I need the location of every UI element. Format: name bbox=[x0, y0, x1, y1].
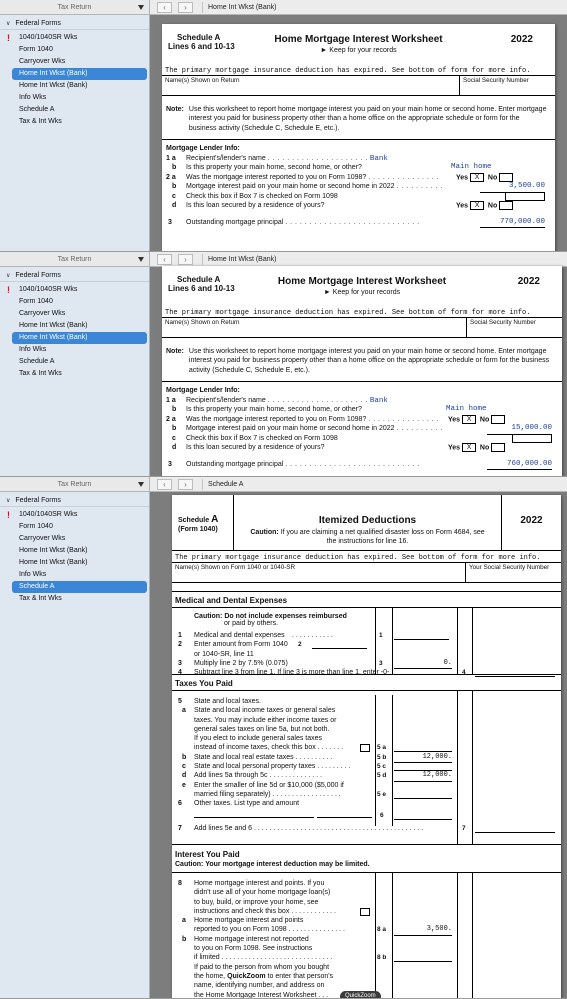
tab-title[interactable]: Home Int Wkst (Bank) bbox=[202, 2, 276, 13]
mortgage-interest-field[interactable]: 3,500.00 bbox=[480, 182, 545, 193]
principal-field[interactable]: 760,000.00 bbox=[487, 460, 552, 471]
box7-checkbox[interactable] bbox=[512, 434, 552, 443]
forward-button[interactable]: › bbox=[178, 2, 193, 13]
secured-no-checkbox[interactable] bbox=[491, 443, 505, 452]
sidebar-item-tax-int[interactable]: Tax & Int Wks bbox=[19, 595, 62, 602]
worksheet-page: Schedule A Lines 6 and 10-13 Home Mortgage Interest Worksheet ► Keep for your records 2022 The primary mortgage insurance deduction has expired. See bottom of form for more info. Name(s) Shown on Return Social Security Number Note: Use this worksheet to report home mortgage interest you paid on your main home or second home. Enter mortgage interest you paid for business property other than a home office on the appropriate schedule or form for the business activity (Schedule C, Schedule E, etc.). Mortgage Lender Info: 1 a Recipient's/lender's name . . . . . . . . . . . . . . . . . . . . . Bank b Is this property your main home, second home, or other? Main home 2 a Was the mortgage interest reported to you on Form 1098? . . . . . . . . . . . . . . . Yes X No b Mortgage interest paid on your main home or second home in 2022 . . . . . . . . . . 3,500.00 c Check this box if Box 7 is checked on Form 1098 d Is this loan secured by a residence of yours? Yes X No 3 Outstanding mortgage principal . . . . . . . . . . . . . . . . . . . . . . . . . . . . 770,000.00 bbox=[162, 24, 555, 252]
pane-3 bbox=[0, 477, 567, 999]
line8b-field[interactable] bbox=[394, 953, 452, 962]
schedule-a-page bbox=[172, 495, 561, 999]
sidebar-item-info-wks[interactable]: Info Wks bbox=[19, 571, 47, 578]
yes-checkbox[interactable]: X bbox=[470, 173, 484, 182]
group-federal-forms[interactable]: ∨ Federal Forms bbox=[0, 495, 149, 507]
keep-note: ► Keep for your records bbox=[323, 289, 401, 296]
sidebar bbox=[0, 252, 150, 476]
line5a-field[interactable] bbox=[394, 743, 452, 752]
lender-name-field[interactable]: Bank bbox=[369, 396, 388, 405]
mortgage-interest-field[interactable]: 15,000.00 bbox=[487, 424, 552, 435]
sales-tax-checkbox[interactable] bbox=[360, 744, 370, 752]
keep-note: ► Keep for your records bbox=[320, 47, 397, 54]
tab-title[interactable]: Schedule A bbox=[202, 479, 243, 490]
line6-field[interactable] bbox=[394, 809, 452, 820]
tab-bar bbox=[150, 477, 567, 492]
box7-checkbox[interactable] bbox=[505, 192, 545, 201]
expired-notice: The primary mortgage insurance deduction has expired. See bottom of form for more info. bbox=[162, 306, 562, 318]
sidebar-item-schedule-a[interactable]: Schedule A bbox=[19, 358, 55, 365]
tab-bar bbox=[150, 0, 567, 15]
pane-1 bbox=[0, 0, 567, 252]
error-icon: ! bbox=[7, 33, 10, 43]
dropdown-arrow-icon[interactable] bbox=[138, 257, 144, 262]
sidebar-item-1040-wks[interactable]: ! 1040/1040SR Wks bbox=[7, 510, 78, 520]
forward-button[interactable]: › bbox=[178, 479, 193, 490]
sidebar-item-form-1040[interactable]: Form 1040 bbox=[19, 298, 53, 305]
error-icon: ! bbox=[7, 510, 10, 520]
form-title: Itemized Deductions bbox=[318, 515, 417, 526]
sidebar-header[interactable] bbox=[0, 0, 149, 15]
pane-2 bbox=[0, 252, 567, 477]
sidebar-item-tax-int[interactable]: Tax & Int Wks bbox=[19, 118, 62, 125]
ssn-field[interactable]: Social Security Number bbox=[470, 319, 536, 326]
worksheet-page: Schedule A Lines 6 and 10-13 Home Mortgage Interest Worksheet ► Keep for your records 2022 The primary mortgage insurance deduction has expired. See bottom of form for more info. Name(s) Shown on Return Social Security Number Note: Use this worksheet to report home mortgage interest you paid on your main home or second home. Enter mortgage interest you paid for business property other than a home office on the appropriate schedule or form for the business activity (Schedule C, Schedule E, etc.). Mortgage Lender Info: 1 a Recipient's/lender's name . . . . . . . . . . . . . . . . . . . . . Bank b Is this property your main home, second home, or other? Main home 2 a Was the mortgage interest reported to you on Form 1098? . . . . . . . . . . . . . . . Yes X No b Mortgage interest paid on your main home or second home in 2022 . . . . . . . . . . 15,000.00 c Check this box if Box 7 is checked on Form 1098 d Is this loan secured by a residence of yours? Yes X No 3 Outstanding mortgage principal . . . . . . . . . . . . . . . . . . . . . . . . . . . . 760,000.00 bbox=[162, 266, 562, 477]
no-checkbox[interactable] bbox=[491, 415, 505, 424]
back-button[interactable]: ‹ bbox=[157, 479, 172, 490]
sidebar-item-schedule-a[interactable]: Schedule A bbox=[19, 106, 55, 113]
error-icon: ! bbox=[7, 285, 10, 295]
sidebar-item-info-wks[interactable]: Info Wks bbox=[19, 94, 47, 101]
group-label: Federal Forms bbox=[15, 20, 61, 27]
other-tax-type-field[interactable] bbox=[194, 809, 314, 818]
sidebar-item-home-int-2[interactable]: Home Int Wkst (Bank) bbox=[19, 559, 88, 566]
sidebar-item-form-1040[interactable]: Form 1040 bbox=[19, 523, 53, 530]
line7-field[interactable] bbox=[475, 824, 555, 833]
line5c-field[interactable] bbox=[394, 762, 452, 771]
principal-field[interactable]: 770,000.00 bbox=[480, 218, 545, 229]
sidebar-header[interactable]: Tax Return bbox=[0, 252, 149, 267]
home-type-field[interactable]: Main home bbox=[446, 405, 487, 414]
sidebar-item-home-int-2[interactable]: Home Int Wkst (Bank) bbox=[12, 332, 147, 344]
sidebar-item-home-int-1[interactable]: Home Int Wkst (Bank) bbox=[19, 547, 88, 554]
taxes-block: 5 State and local taxes. a State and local income taxes or general sales taxes. You may include either income taxes or general sales taxes on line 5a, but not both. If you elect to include general sales taxes instead of income taxes, check this box . . . . . . . 5 a b State and local real estate taxes . . . . . . . . . . 5 b 12,000. c State and local personal property taxes . . . . . . . . . 5 c d Add lines 5a through 5c . . . . . . . . . . . . . . 5 d 12,000. e Enter the smaller of line 5d or $10,000 ($5,000 if married filing separately) . . . . . . . . . . . . . . . . . . 5 e 6 Other taxes. List type and amount 6 7 Add lines 5e and 6 . . . . . . . . . . . . . . . . . . . . . . . . . . . . . . . . . . . . . . . . . . . . 7 bbox=[172, 691, 561, 844]
form-area bbox=[150, 477, 567, 998]
ssn-field[interactable]: Social Security Number bbox=[463, 77, 529, 84]
lender-name-field[interactable]: Bank bbox=[369, 154, 388, 163]
caution-text: Caution: If you are claiming a net qualified disaster loss on Form 4684, see the instructions for line 16. bbox=[250, 529, 485, 545]
line8a-field[interactable]: 3,500. bbox=[394, 925, 452, 935]
schedule-label: Schedule A Lines 6 and 10-13 bbox=[168, 33, 235, 51]
lender-heading: Mortgage Lender Info: bbox=[166, 386, 240, 394]
line3-field[interactable]: 0. bbox=[394, 659, 452, 669]
sidebar-header-label: Tax Return bbox=[57, 4, 92, 11]
chevron-down-icon[interactable]: ∨ bbox=[6, 273, 11, 279]
sidebar-item-home-int-1[interactable]: Home Int Wkst (Bank) bbox=[12, 68, 147, 80]
no-checkbox[interactable] bbox=[499, 173, 513, 182]
line4-field[interactable] bbox=[475, 668, 555, 677]
secured-no-checkbox[interactable] bbox=[499, 201, 513, 210]
quickzoom-button[interactable]: QuickZoom bbox=[340, 991, 381, 999]
name-field[interactable]: Name(s) Shown on Return bbox=[162, 318, 467, 337]
name-field[interactable]: Name(s) Shown on Form 1040 or 1040-SR bbox=[172, 563, 466, 582]
sidebar-item-home-int-1[interactable]: Home Int Wkst (Bank) bbox=[19, 322, 88, 329]
note: Note: Use this worksheet to report home mortgage interest you paid on your main home or second home. Enter mortgage interest you paid for business property other than a home office on the appropriate schedule or form for the business activity (Schedule C, Schedule E, etc.). bbox=[162, 338, 562, 382]
forward-button[interactable]: › bbox=[178, 254, 193, 265]
sidebar-item-carryover[interactable]: Carryover Wks bbox=[19, 310, 66, 317]
back-button[interactable]: ‹ bbox=[157, 2, 172, 13]
sidebar-item-schedule-a[interactable]: Schedule A bbox=[12, 581, 147, 593]
loan-use-checkbox[interactable] bbox=[360, 908, 370, 916]
schedule-label: Schedule A Lines 6 and 10-13 bbox=[168, 275, 235, 293]
group-federal-forms[interactable]: ∨ Federal Forms bbox=[0, 270, 149, 282]
line5d-field[interactable]: 12,000. bbox=[394, 771, 452, 781]
worksheet-title: Home Mortgage Interest Worksheet bbox=[277, 276, 447, 287]
other-tax-desc-field[interactable] bbox=[317, 809, 372, 818]
line2-field[interactable] bbox=[312, 640, 367, 649]
tax-year: 2022 bbox=[510, 34, 533, 45]
chevron-down-icon[interactable]: ∨ bbox=[6, 21, 11, 27]
form-area bbox=[150, 0, 567, 251]
sidebar-item-carryover[interactable]: Carryover Wks bbox=[19, 58, 66, 65]
sidebar bbox=[0, 0, 150, 251]
note: Note: Use this worksheet to report home mortgage interest you paid on your main home or second home. Enter mortgage interest you paid for business property other than a home office on the appropriate schedule or form for the business activity (Schedule C, Schedule E, etc.). bbox=[162, 96, 555, 140]
tax-year: 2022 bbox=[501, 495, 561, 551]
secured-yes-checkbox[interactable]: X bbox=[470, 201, 484, 210]
sidebar bbox=[0, 477, 150, 998]
section-taxes: Taxes You Paid bbox=[172, 674, 561, 691]
sidebar-item-home-int-2[interactable]: Home Int Wkst (Bank) bbox=[19, 82, 88, 89]
yes-checkbox[interactable]: X bbox=[462, 415, 476, 424]
tab-bar bbox=[150, 252, 567, 267]
line1-field[interactable] bbox=[394, 631, 449, 640]
section-medical: Medical and Dental Expenses bbox=[172, 591, 561, 608]
sidebar-item-info-wks[interactable]: Info Wks bbox=[19, 346, 47, 353]
form-area bbox=[150, 252, 567, 476]
ssn-field[interactable]: Your Social Security Number bbox=[469, 564, 550, 571]
expired-notice: The primary mortgage insurance deduction has expired. See bottom of form for more info. bbox=[162, 64, 555, 76]
chevron-down-icon[interactable]: ∨ bbox=[6, 498, 11, 504]
sidebar-item-carryover[interactable]: Carryover Wks bbox=[19, 535, 66, 542]
medical-block: Caution: Do not include expenses reimbursed or paid by others. 1 Medical and dental expenses . . . . . . . . . . . 1 2 Enter amount from Form 1040 2 or 1040-SR, line 11 3 Multiply line 2 by 7.5% (0.075) 3 0. 4 Subtract line 3 from line 1. If line 3 is more than line 1, enter -0- 4 bbox=[172, 608, 561, 674]
sidebar-item-1040-wks[interactable]: ! 1040/1040SR Wks bbox=[7, 285, 78, 295]
tax-year: 2022 bbox=[517, 276, 540, 287]
form-id: Schedule A (Form 1040) bbox=[172, 495, 234, 551]
section-interest: Interest You Paid Caution: Your mortgage interest deduction may be limited. bbox=[172, 844, 561, 872]
lender-heading: Mortgage Lender Info: bbox=[166, 144, 240, 152]
expired-notice: The primary mortgage insurance deduction has expired. See bottom of form for more info. bbox=[172, 551, 561, 563]
worksheet-title: Home Mortgage Interest Worksheet bbox=[274, 34, 443, 45]
tab-title[interactable]: Home Int Wkst (Bank) bbox=[202, 254, 276, 265]
name-field[interactable]: Name(s) Shown on Return bbox=[162, 76, 460, 95]
home-type-field[interactable]: Main home bbox=[451, 163, 492, 172]
dropdown-arrow-icon[interactable] bbox=[138, 5, 144, 10]
secured-yes-checkbox[interactable]: X bbox=[462, 443, 476, 452]
group-federal-forms[interactable] bbox=[0, 18, 149, 30]
sidebar-item-tax-int[interactable]: Tax & Int Wks bbox=[19, 370, 62, 377]
sidebar-item-1040-wks[interactable]: ! 1040/1040SR Wks bbox=[7, 33, 78, 43]
sidebar-item-form-1040[interactable]: Form 1040 bbox=[19, 46, 53, 53]
dropdown-arrow-icon[interactable] bbox=[138, 482, 144, 487]
back-button[interactable]: ‹ bbox=[157, 254, 172, 265]
line5b-field[interactable]: 12,000. bbox=[394, 753, 452, 763]
interest-block: 8 Home mortgage interest and points. If you didn't use all of your home mortgage loan(s) to buy, build, or improve your home, see instructions and check this box . . . . . . . . . . . . a Home mortgage interest and points reported to you on Form 1098 . . . . . . . . . . . . . . . 8 a 3,500. b Home mortgage interest not reported to you on Form 1098. See instructions if limited . . . . . . . . . . . . . . . . . . . . . . . . . . . . . 8 b If paid to the person from whom you bought the home, QuickZoom to enter that person's name, identifying number, and address on the Home Mortgage Interest Worksheet . . . QuickZoom bbox=[172, 872, 561, 999]
line5e-field[interactable] bbox=[394, 790, 452, 799]
sidebar-header[interactable]: Tax Return bbox=[0, 477, 149, 492]
